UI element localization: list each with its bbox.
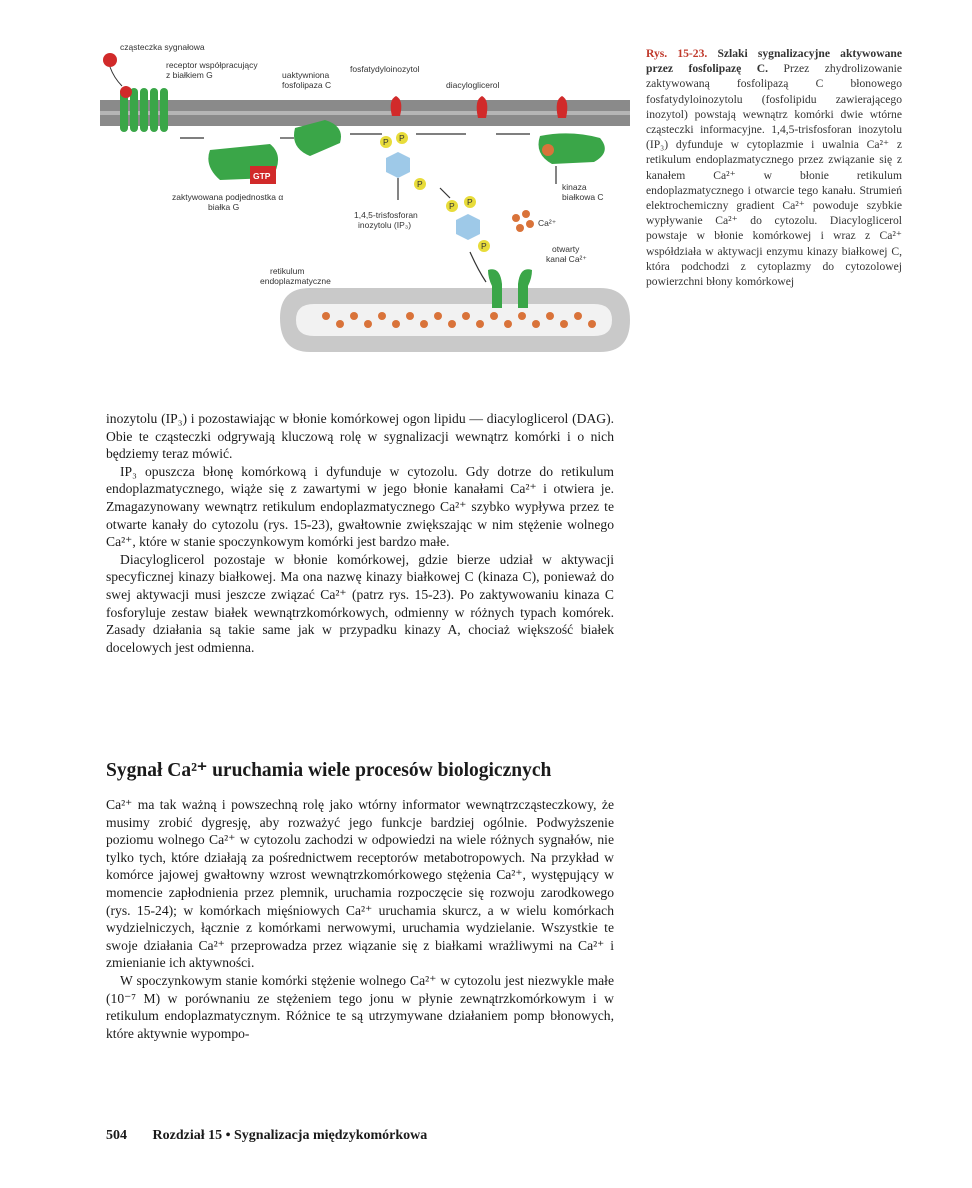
body-section-2 <box>106 796 614 1042</box>
receptor-label-1: receptor współpracujący <box>166 60 258 70</box>
svg-text:P: P <box>467 197 473 207</box>
caption-number: Rys. 15-23. <box>646 47 708 60</box>
svg-text:P: P <box>417 179 423 189</box>
ip3-molecule <box>456 214 480 240</box>
er-label-1: retikulum <box>270 266 305 276</box>
figure-caption <box>646 46 902 289</box>
section-heading: Sygnał Ca²⁺ uruchamia wiele procesów biologicznych <box>106 760 552 781</box>
body-section-1 <box>106 410 614 656</box>
paragraph: IP₃ opuszcza błonę komórkową i dyfunduje w cytozolu. Gdy dotrze do retikulum endoplazmatycznego, wiąże się z zawartymi w jego błonie kanałami Ca²⁺ i otwiera je. Zmagazynowany wewnątrz retikulum endoplazmatycznego Ca²⁺ szybko wypływa przez te otwarte kanały do cytozolu (rys. 15-23), gwałtownie zwiększając w nim stężenie wolnego Ca²⁺, które w stanie spoczynkowym komórki jest bardzo małe. <box>106 463 614 550</box>
paragraph: inozytolu (IP₃) i pozostawiając w błonie komórkowej ogon lipidu — diacyloglicerol (DAG). Obie te cząsteczki odgrywają kluczową rolę w sygnalizacji wewnątrz komórki i o nich będziemy teraz mówić. <box>106 411 614 462</box>
receptor-label-2: z białkiem G <box>166 70 213 80</box>
gtp-label: GTP <box>253 171 271 181</box>
ip3-ring-top <box>386 152 410 178</box>
paragraph: W spoczynkowym stanie komórki stężenie wolnego Ca²⁺ w cytozolu jest niezwykle małe (10⁻⁷ M) w porównaniu ze stężeniem tego jonu w płynie zewnątrzkomórkowym i w retikulum endoplazmatycznym. Różnice te są utrzymywane działaniem pomp błonowych, które aktywnie wypompo- <box>106 972 614 1041</box>
plc-signaling-figure <box>100 38 630 378</box>
svg-text:P: P <box>399 133 405 143</box>
er-label-2: endoplazmatyczne <box>260 276 331 286</box>
ip3-label-1: 1,4,5-trisfosforan <box>354 210 418 220</box>
channel-label-2: kanał Ca²⁺ <box>546 254 587 264</box>
caption-title: Szlaki sygnalizacyjne aktywowane przez fosfolipazę C. <box>646 47 902 76</box>
page-number: 504 <box>106 1128 127 1143</box>
channel-label-1: otwarty <box>552 244 580 254</box>
ip3-label-2: inozytolu (IP₃) <box>358 220 412 230</box>
paragraph: Diacyloglicerol pozostaje w błonie komórkowej, gdzie bierze udział w aktywacji specyficznej kinazy białkowej. Ma ona nazwę kinazy białkowej C (kinaza C), ponieważ do swej aktywacji musi jeszcze związać Ca²⁺ (patrz rys. 15-23). Po zaktywowaniu kinaza C fosforyluje zestaw białek wewnątrzkomórkowych, odmienny w różnych typach komórek. Zasady działania są takie same jak w przypadku kinazy A, chociaż większość białek docelowych jest odmienna. <box>106 551 614 655</box>
svg-text:P: P <box>449 201 455 211</box>
calcium-label: Ca²⁺ <box>538 218 557 228</box>
plc-label-1: uaktywniona <box>282 70 330 80</box>
pip2-label: fosfatydyloinozytol <box>350 64 420 74</box>
dag-lipid <box>477 96 488 118</box>
plc-label-2: fosfolipaza C <box>282 80 332 90</box>
caption-text: Przez zhydrolizowanie zaktywowaną fosfolipazą C błonowego fosfatydyloinozytolu (fosfolipidu zawierającego inozytol) powstają wewnątrz komórki dwie wtórne cząsteczki informacyjne. 1,4,5-trisfosforan inozytolu (IP₃) dyfunduje w cytoplazmie i uwalnia Ca²⁺ z retikulum endoplazmatycznego przez związanie się z kanałem Ca²⁺ w błonie retikulum endoplazmatycznego i otwarcie tego kanału. Strumień elektrochemiczny gradient Ca²⁺ powoduje szybkie wypływanie Ca²⁺ do cytozolu. Diacyloglicerol powstaje w błonie komórkowej i wraz z Ca²⁺ współdziała w aktywacji enzymu kinazy białkowej C, która podchodzi z cytoplazmy do cytozolowej powierzchni błony komórkowej <box>646 62 902 289</box>
svg-text:P: P <box>383 137 389 147</box>
svg-text:P: P <box>481 241 487 251</box>
pkc-label-2: białkowa C <box>562 192 604 202</box>
calcium-ions <box>512 210 534 232</box>
paragraph: Ca²⁺ ma tak ważną i powszechną rolę jako wtórny informator wewnątrzcząsteczkowy, że musimy zrobić dygresję, aby rozważyć jego funkcje bardziej ogólnie. Podwyższenie poziomu wolnego Ca²⁺ w cytozolu zachodzi w odpowiedzi na wiele różnych sygnałów, nie tylko tych, które działają za pośrednictwem receptorów metabotropowych. Na przykład w komórce jajowej gwałtowny wzrost wewnątrzkomórkowego stężenia Ca²⁺, występujący w momencie zapłodnienia przez plemnik, uruchamia rozpoczęcie się rozwoju zarodkowego (rys. 15-24); w komórkach mięśniowych Ca²⁺ uruchamia skurcz, a w wielu komórkach wydzielniczych, łącznie z komórkami nerwowymi, uruchamia wydzielanie. Wszystkie te swoje działania Ca²⁺ przeprowadza przez wiązanie się z białkami wrażliwymi na Ca²⁺ i zmienianie ich aktywności. <box>106 797 614 971</box>
page-footer <box>106 1128 427 1144</box>
dag-label: diacyloglicerol <box>446 80 500 90</box>
g-alpha-label-1: zaktywowana podjednostka α <box>172 192 284 202</box>
signal-molecule <box>103 53 117 67</box>
g-alpha-label-2: białka G <box>208 202 240 212</box>
pkc-label-1: kinaza <box>562 182 587 192</box>
chapter-title: Rozdział 15 • Sygnalizacja międzykomórkowa <box>152 1128 428 1143</box>
signal-molecule-label: cząsteczka sygnałowa <box>120 42 205 52</box>
